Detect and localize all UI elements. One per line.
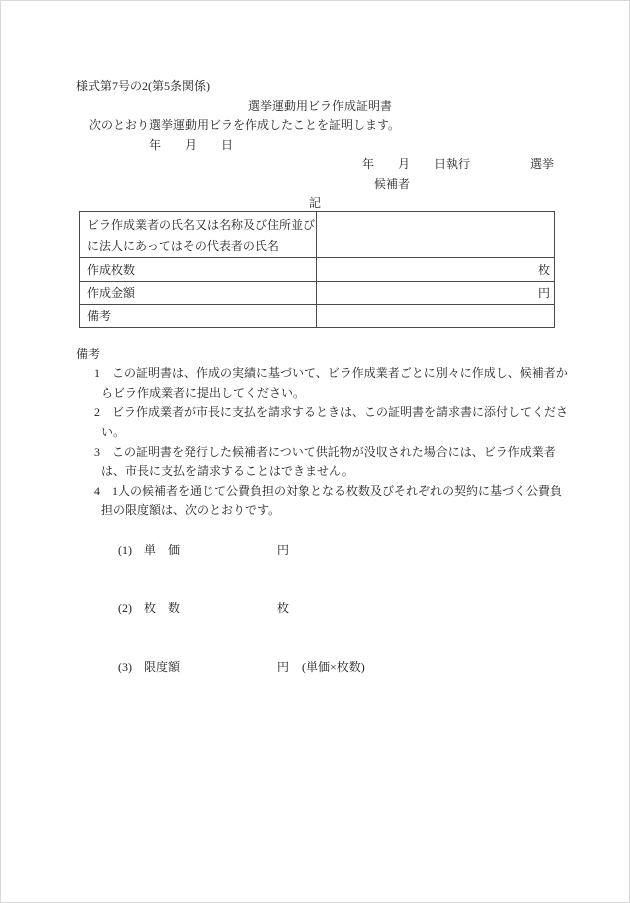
note-4-line-2: 担の限度額は、次のとおりです。 <box>101 503 281 518</box>
document-title: 選挙運動用ビラ作成証明書 <box>247 98 392 113</box>
certificate-table <box>79 211 555 328</box>
maker-name-value-cell <box>317 211 555 257</box>
sub-item-limit-amount-extra: (単価×枚数) <box>302 660 365 675</box>
candidate-line: 候補者 <box>362 176 411 191</box>
note-2-line-1: 2 ビラ作成業者が市長に支払を請求するときは、この証明書を請求書に添付してくださ <box>94 405 569 420</box>
election-date-line: 年 月 日執行 選挙 <box>362 157 555 172</box>
maker-name-row <box>80 211 555 257</box>
intro-statement: 次のとおり選挙運動用ビラを作成したことを証明します。 <box>89 118 401 133</box>
sheets-count-value-cell: 枚 <box>317 257 555 281</box>
form-number: 様式第7号の2(第5条関係) <box>76 79 210 93</box>
sub-item-limit-amount-label: (3) 限度額 <box>118 660 180 675</box>
sub-item-limit-amount-unit: 円 <box>277 660 290 675</box>
note-3-line-1: 3 この証明書を発行した候補者について供託物が没収された場合には、ビラ作成業者 <box>94 444 556 459</box>
ki-marker: 記 <box>308 195 321 210</box>
notes-section <box>76 345 629 698</box>
maker-name-label-line2: に法人にあってはその代表者の氏名 <box>87 238 279 253</box>
notes-heading: 備考 <box>76 346 101 361</box>
maker-name-label-line1: ビラ作成業者の氏名又は名称及び住所並び <box>87 217 316 232</box>
sheets-count-row <box>80 257 555 281</box>
sub-item-unit-price <box>100 521 629 580</box>
note-2-line-2: い。 <box>101 424 126 439</box>
sub-item-sheet-count-unit: 枚 <box>277 601 290 616</box>
issue-date-line: 年 月 日 <box>149 137 234 152</box>
sub-item-sheet-count <box>100 580 629 639</box>
note-4-line-1: 4 1人の候補者を通じて公費負担の対象となる枚数及びそれぞれの契約に基づく公費負 <box>94 483 563 498</box>
sheets-count-label-cell: 作成枚数 <box>80 257 317 281</box>
sub-item-unit-price-unit: 円 <box>277 542 290 557</box>
sub-item-sheet-count-label: (2) 枚 数 <box>118 601 180 616</box>
remarks-value-cell <box>317 304 555 327</box>
election-candidate-block <box>362 155 629 194</box>
sub-item-unit-price-label: (1) 単 価 <box>118 542 180 557</box>
amount-label-cell: 作成金額 <box>80 281 317 304</box>
sub-item-limit-amount <box>100 638 629 697</box>
remarks-row <box>80 304 555 327</box>
amount-value-cell: 円 <box>317 281 555 304</box>
amount-row <box>80 281 555 304</box>
remarks-label-cell: 備考 <box>80 304 317 327</box>
note-3-line-2: は、市長に支払を請求することはできません。 <box>101 464 354 479</box>
maker-name-label-cell <box>80 211 317 257</box>
note-1-line-2: らビラ作成業者に提出してください。 <box>101 385 306 400</box>
note-1-line-1: 1 この証明書は、作成の実績に基づいて、ビラ作成業者ごとに別々に作成し、候補者か <box>94 366 568 381</box>
